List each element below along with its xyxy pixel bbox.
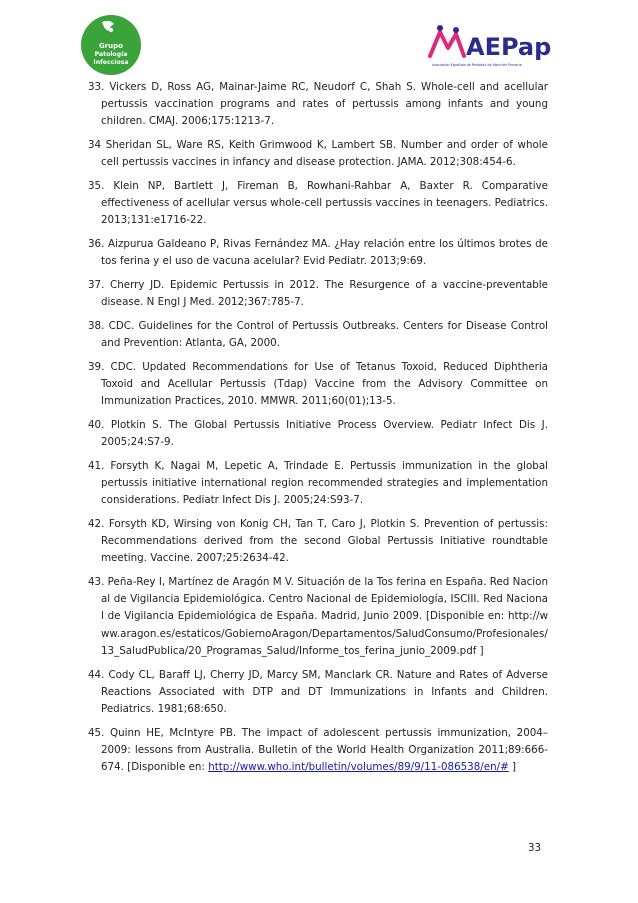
reference-item: 42. Forsyth KD, Wirsing von Konig CH, Tan T, Caro J, Plotkin S. Prevention of pertussis: Recommendations derived from the second Global Pertussis Initiative roundtable meeting. Vaccine. 2007;25:2634-42. xyxy=(88,517,548,565)
reference-item: 44. Cody CL, Baraff LJ, Cherry JD, Marcy SM, Manclark CR. Nature and Rates of Adverse Reactions Associated with DTP and DT Immunizations in Infants and Children. Pediatrics. 1981;68:650. xyxy=(88,668,548,715)
reference-list xyxy=(88,79,548,783)
reference-item: 37. Cherry JD. Epidemic Pertussis in 2012. The Resurgence of a vaccine-preventable disease. N Engl J Med. 2012;367:785-7. xyxy=(88,279,548,309)
reference-item xyxy=(88,725,548,777)
logo-text-line-3: Infecciosa xyxy=(93,59,129,66)
page-number: 33 xyxy=(528,842,542,854)
who-bulletin-link[interactable]: http://www.who.int/bulletin/volumes/89/9/11-086538/en/# xyxy=(208,761,509,774)
reference-item: 36. Aizpurua Galdeano P, Rivas Fernández MA. ¿Hay relación entre los últimos brotes de tos ferina y el uso de vacuna acelular? Evid Pediatr. 2013;9:69. xyxy=(88,238,548,268)
grupo-patologia-logo xyxy=(80,14,142,76)
aepap-logo-graphic xyxy=(428,22,560,70)
reference-text: 45. Quinn HE, McIntyre PB. The impact of adolescent pertussis immunization, 2004–2009: lessons from Australia. Bulletin of the World Health Organization 2011;89:666-674. [Disponible en: xyxy=(88,726,548,774)
reference-item: 33. Vickers D, Ross AG, Mainar-Jaime RC, Neudorf C, Shah S. Whole-cell and acellular pertussis vaccination programs and rates of pertussis among infants and young children. CMAJ. 2006;175:1213-7. xyxy=(88,81,548,128)
reference-item: 38. CDC. Guidelines for the Control of Pertussis Outbreaks. Centers for Disease Control and Prevention: Atlanta, GA, 2000. xyxy=(88,319,548,350)
reference-item: 43. Peña-Rey I, Martínez de Aragón M V. Situación de la Tos ferina en España. Red Nacional de Vigilancia Epidemiológica. Centro Nacional de Epidemiología, ISCIII. Red Nacional de Vigilancia Epidemiológica de España. Madrid, Junio 2009. [Disponible en: http://www.aragon.es/estaticos/GobiernoAragon/Departamentos/SaludConsumo/Profesionales/13_SaludPublica/20_Programas_Salud/Informe_tos_ferina_junio_2009.pdf ] xyxy=(88,576,548,657)
reference-item: 40. Plotkin S. The Global Pertussis Initiative Process Overview. Pediatr Infect Dis J. 2005;24:S7-9. xyxy=(88,418,548,449)
reference-item: 39. CDC. Updated Recommendations for Use of Tetanus Toxoid, Reduced Diphtheria Toxoid and Acellular Pertussis (Tdap) Vaccine from the Advisory Committee on Immunization Practices, 2010. MMWR. 2011;60(01);13-5. xyxy=(88,360,548,408)
reference-item: 35. Klein NP, Bartlett J, Fireman B, Rowhani-Rahbar A, Baxter R. Comparative effectiveness of acellular versus whole-cell pertussis vaccines in teenagers. Pediatrics. 2013;131:e1716-22. xyxy=(88,180,548,227)
grupo-patologia-logo-graphic xyxy=(80,14,142,76)
reference-suffix: ] xyxy=(508,761,517,774)
reference-item: 34 Sheridan SL, Ware RS, Keith Grimwood K, Lambert SB. Number and order of whole cell pertussis vaccines in infancy and disease protection. JAMA. 2012;308:454-6. xyxy=(88,139,548,169)
logo-text-line-2: Patología xyxy=(94,51,128,58)
aepap-logo xyxy=(428,22,560,70)
aepap-subtitle: Asociación Española de Pediatría de Atención Primaria xyxy=(432,63,522,67)
logo-text-line-1: Grupo xyxy=(98,42,124,50)
aepap-wordmark: AEPap xyxy=(466,33,552,61)
reference-item: 41. Forsyth K, Nagai M, Lepetic A, Trindade E. Pertussis immunization in the global pertussis initiative international region recommended strategies and implementation considerations. Pediatr Infect Dis J. 2005;24:S93-7. xyxy=(88,459,548,507)
